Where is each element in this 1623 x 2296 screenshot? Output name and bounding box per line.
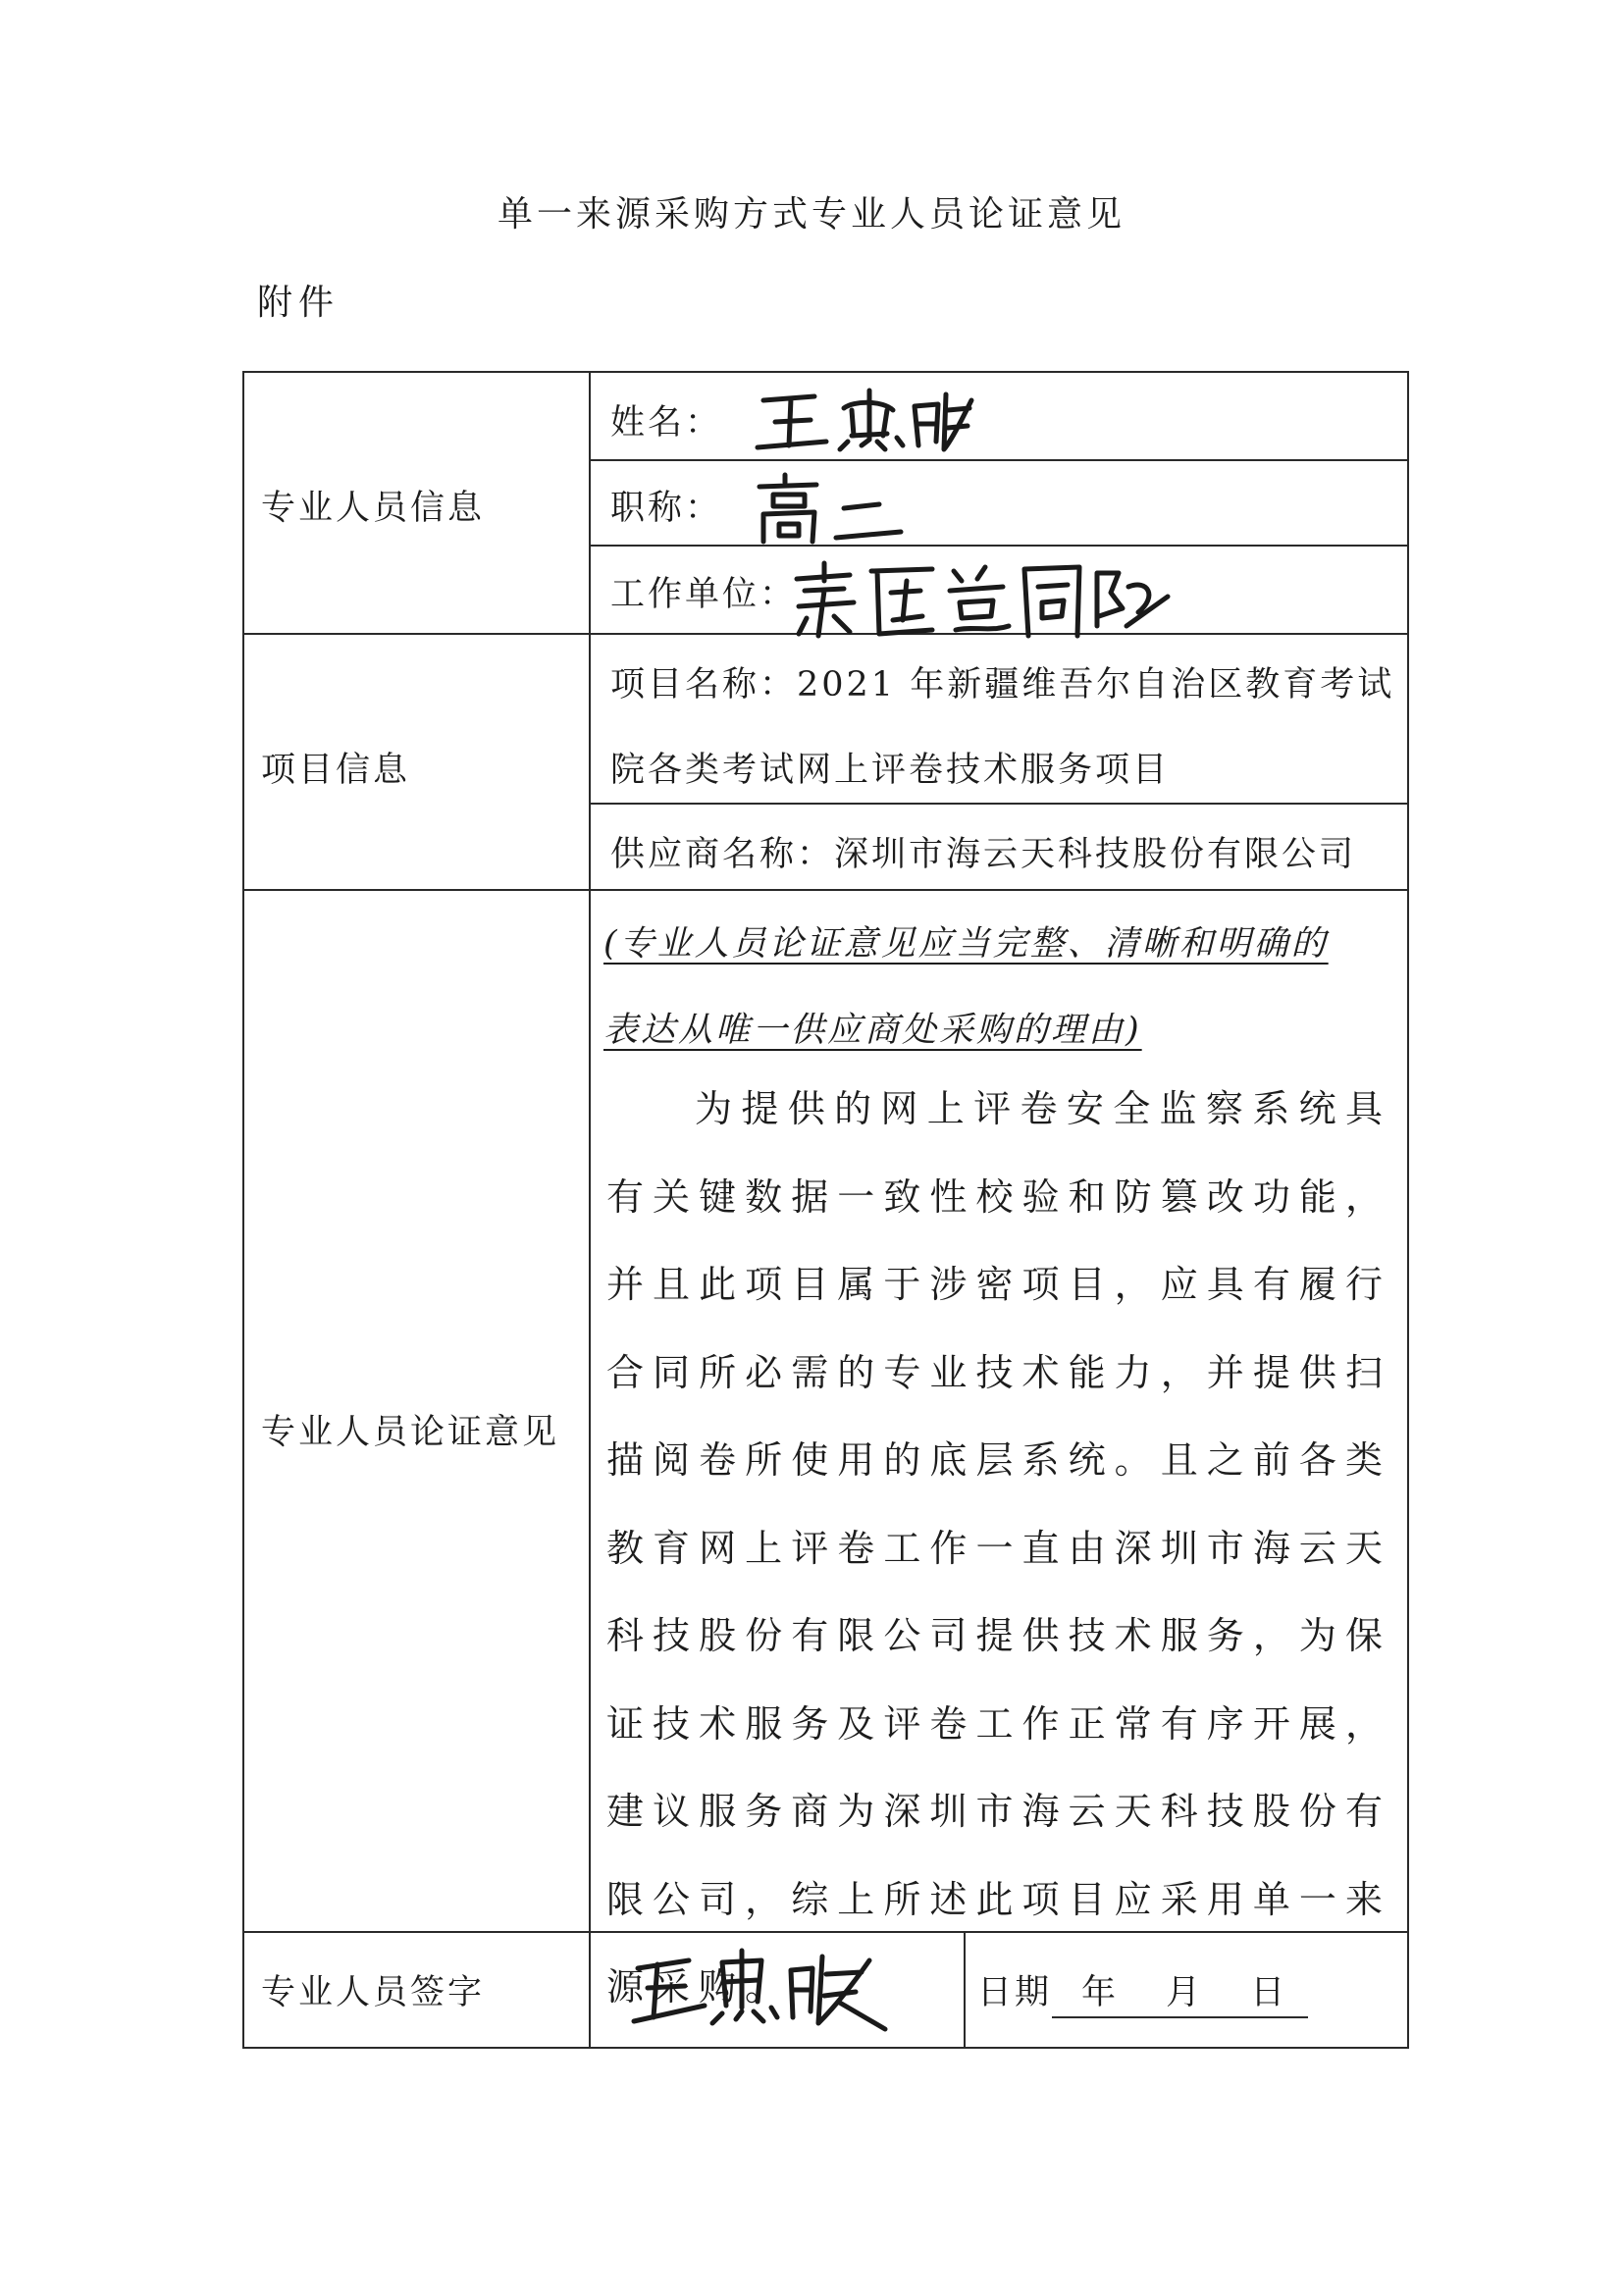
row-divider: [589, 803, 1409, 805]
opinion-label: 专业人员论证意见: [261, 1413, 560, 1452]
signature-label: 专业人员签字: [261, 1973, 486, 2012]
name-label: 姓名：: [610, 403, 723, 443]
name-handwriting: [746, 381, 981, 459]
project-info-label: 项目信息: [261, 751, 411, 790]
row-divider: [589, 545, 1409, 547]
document-title: 单一来源采购方式专业人员论证意见: [497, 194, 1126, 235]
date-blank: 年 月 日: [1052, 1965, 1308, 2018]
date-label: 日期: [977, 1973, 1053, 2012]
instruction-line2: 表达从唯一供应商处采购的理由): [603, 1011, 1142, 1050]
signature-handwriting: [628, 1947, 893, 2035]
opinion-body: 为提供的网上评卷安全监察系统具有关键数据一致性校验和防篡改功能，并且此项目属于涉密项目，应具有履行合同所必需的专业技术能力，并提供扫描阅卷所使用的底层系统。且之前各类教育网上评卷工作一直由深圳市海云天科技股份有限公司提供技术服务，为保证技术服务及评卷工作正常有序开展，建议服务商为深圳市海云天科技股份有限公司，综上所述此项目应采用单一来源采购。: [606, 1087, 1391, 2009]
employer-handwriting: [785, 557, 1178, 648]
column-divider: [589, 371, 591, 2049]
instruction-note: [603, 901, 1393, 1073]
row-divider: [589, 459, 1409, 461]
project-name-line2: 院各类考试网上评卷技术服务项目: [610, 751, 1171, 790]
attachment-label: 附件: [257, 283, 340, 323]
instruction-line1: (专业人员论证意见应当完整、清晰和明确的: [603, 924, 1329, 964]
title-label: 职称：: [610, 489, 723, 528]
supplier-name: 供应商名称：深圳市海云天科技股份有限公司: [610, 835, 1357, 874]
professional-info-label: 专业人员信息: [261, 489, 486, 528]
employer-label: 工作单位：: [610, 575, 798, 614]
project-name-line1: 项目名称：2021 年新疆维吾尔自治区教育考试: [610, 665, 1395, 704]
date-field: [977, 1965, 1308, 2018]
title-handwriting: [746, 469, 922, 548]
row-divider: [242, 889, 1409, 891]
